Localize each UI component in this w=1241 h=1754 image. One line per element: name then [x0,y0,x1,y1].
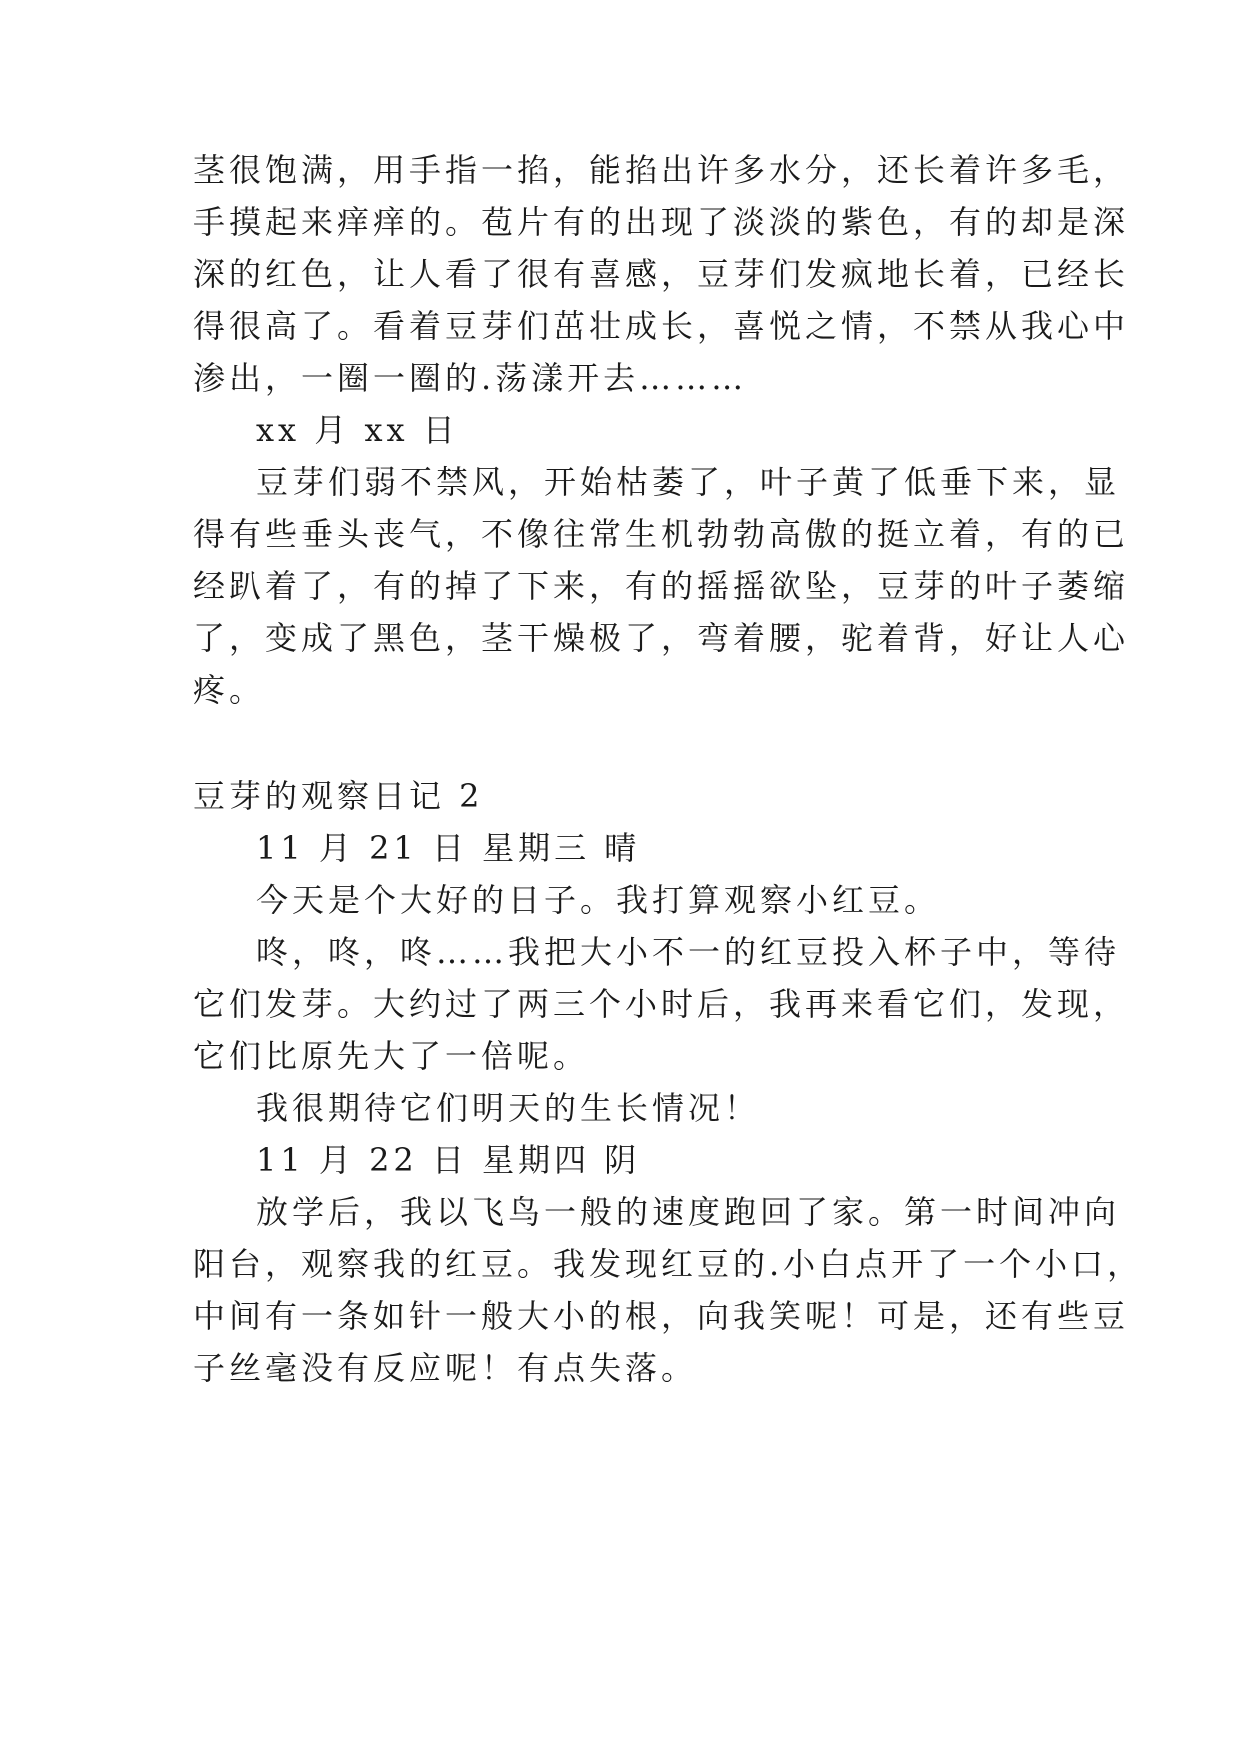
paragraph-line: 我很期待它们明天的生长情况！ [256,1089,761,1127]
paragraph-line: 今天是个大好的日子。我打算观察小红豆。 [256,881,941,919]
date-heading: xx 月 xx 日 [256,411,459,449]
paragraph-line: 手摸起来痒痒的。苞片有的出现了淡淡的紫色，有的却是深 [193,203,1130,241]
date-heading: 11 月 22 日 星期四 阴 [256,1141,641,1179]
paragraph-line: 它们发芽。大约过了两三个小时后，我再来看它们，发现， [193,985,1130,1023]
paragraph-line: 咚，咚，咚……我把大小不一的红豆投入杯子中，等待 [256,933,1121,971]
section-title: 豆芽的观察日记 2 [193,777,484,815]
paragraph-line: 它们比原先大了一倍呢。 [193,1037,590,1075]
paragraph-line: 放学后，我以飞鸟一般的速度跑回了家。第一时间冲向 [256,1193,1121,1231]
paragraph-line: 茎很饱满，用手指一掐，能掐出许多水分，还长着许多毛， [193,151,1130,189]
paragraph-line: 中间有一条如针一般大小的根，向我笑呢！可是，还有些豆 [193,1297,1130,1335]
paragraph-line: 得有些垂头丧气，不像往常生机勃勃高傲的挺立着，有的已 [193,515,1130,553]
paragraph-line: 了，变成了黑色，茎干燥极了，弯着腰，驼着背，好让人心 [193,619,1130,657]
paragraph-line: 渗出，一圈一圈的.荡漾开去……… [193,359,748,397]
paragraph-line: 子丝毫没有反应呢！有点失落。 [193,1349,698,1387]
paragraph-line: 经趴着了，有的掉了下来，有的摇摇欲坠，豆芽的叶子萎缩 [193,567,1130,605]
paragraph-line: 深的红色，让人看了很有喜感，豆芽们发疯地长着，已经长 [193,255,1130,293]
paragraph-line: 疼。 [193,671,266,709]
paragraph-line: 阳台，观察我的红豆。我发现红豆的.小白点开了一个小口， [193,1245,1144,1283]
paragraph-line: 得很高了。看着豆芽们茁壮成长，喜悦之情，不禁从我心中 [193,307,1130,345]
date-heading: 11 月 21 日 星期三 晴 [256,829,641,867]
paragraph-line: 豆芽们弱不禁风，开始枯萎了，叶子黄了低垂下来，显 [256,463,1121,501]
